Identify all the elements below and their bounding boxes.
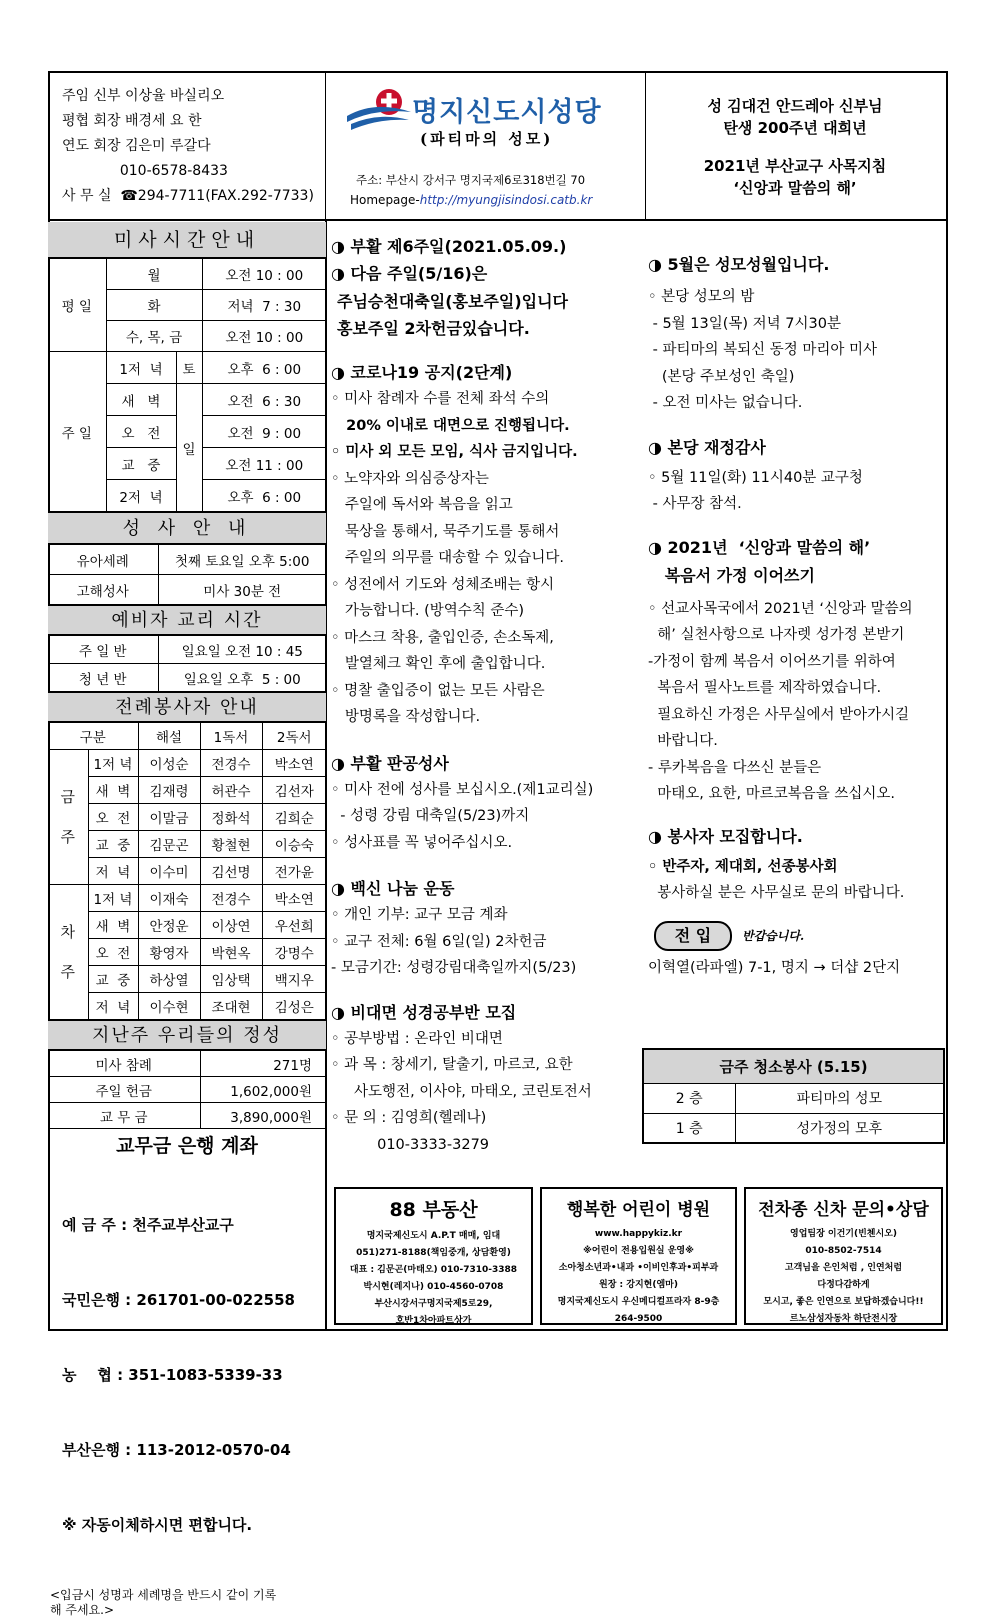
ad-title: 88 부동산 [389, 1199, 478, 1221]
servers-mass: 저 녁 [88, 858, 138, 885]
covid-item: ◦ 마스크 착용, 출입인증, 손소독제, [331, 629, 554, 646]
bible-item: 사도행전, 이사야, 마태오, 코린토전서 [331, 1083, 592, 1100]
gospel-item: ◦ 선교사목국에서 2021년 ‘신앙과 말씀의 [648, 600, 913, 617]
mass-time: 오전 10 : 00 [202, 259, 326, 290]
confession-heading: ◑ 부활 판공성사 [331, 753, 449, 773]
servers-person: 허관수 [200, 777, 262, 804]
covid-list [331, 386, 641, 731]
servers-mass: 새 벽 [88, 912, 138, 939]
gospel-list [648, 596, 944, 808]
catechism-value: 일요일 오후 5 : 00 [158, 664, 326, 692]
mass-day: 월 [106, 259, 202, 290]
cleaning-title: 금주 청소봉사 (5.15) [643, 1049, 944, 1083]
bible-item: ◦ 과 목 : 창세기, 탈출기, 마르코, 요한 [331, 1057, 573, 1073]
staff-list [62, 84, 314, 209]
servers-person: 백지우 [262, 966, 326, 993]
servers-person: 황철현 [200, 831, 262, 858]
servers-person: 박소연 [262, 885, 326, 912]
ad-line: ※어린이 전용입원실 운영※ [583, 1246, 694, 1256]
ad-line: 010-8502-7514 [805, 1246, 882, 1256]
sacrament-table [48, 544, 326, 605]
gospel-heading-2: 복음서 가정 이어쓰기 [648, 565, 815, 585]
servers-mass: 교 중 [88, 831, 138, 858]
servers-mass: 새 벽 [88, 777, 138, 804]
catechism-key: 청 년 반 [48, 664, 158, 692]
servers-person: 우선희 [262, 912, 326, 939]
header-vline-right [645, 71, 646, 221]
servers-person: 김선자 [262, 777, 326, 804]
bank-kb: 국민은행 : 261701-00-022558 [62, 1291, 295, 1309]
bank-lines [48, 1163, 326, 1588]
cleaning-group: 파티마의 성모 [735, 1083, 944, 1113]
servers-mass: 교 중 [88, 966, 138, 993]
servers-col-header: 2독서 [262, 723, 326, 750]
offering-value: 3,890,000원 [200, 1103, 326, 1129]
servers-person: 전가윤 [262, 858, 326, 885]
servers-person: 이수현 [138, 993, 200, 1020]
bank-nh: 농 협 : 351-1083-5339-33 [62, 1366, 283, 1384]
mass-day: 화 [106, 290, 202, 321]
servers-person: 김희순 [262, 804, 326, 831]
mass-time: 오전 11 : 00 [202, 448, 326, 480]
cleaning-floor: 1 층 [643, 1113, 735, 1143]
offering-key: 미사 참례 [48, 1051, 200, 1077]
gospel-item: 복음서 필사노트를 제작하였습니다. [648, 680, 882, 696]
ad-line: www.happykiz.kr [594, 1229, 683, 1239]
bank-note-line2: 해 주세요.> [50, 1603, 115, 1617]
ad-line: 명지국제신도시 우신메디컬프라자 8-9층 [557, 1297, 720, 1307]
may-item: - 오전 미사는 없습니다. [648, 395, 803, 411]
audit-item: ◦ 5월 11일(화) 11시40분 교구청 [648, 469, 863, 486]
servers-person: 강명수 [262, 939, 326, 966]
confession-item: ◦ 성사표를 꼭 넣어주십시오. [331, 834, 513, 851]
mass-title: 미사시간안내 [48, 222, 326, 258]
ad-line: 264-9500 [614, 1314, 663, 1324]
servers-person: 이승숙 [262, 831, 326, 858]
catechism-table [48, 635, 326, 692]
servers-person: 안정운 [138, 912, 200, 939]
bank-auto: ※ 자동이체하시면 편합니다. [62, 1516, 253, 1534]
staff-district: 연도 회장 김은미 루갈다 [62, 138, 211, 154]
offering-value: 1,602,000원 [200, 1077, 326, 1103]
next-sunday-line2: 주님승천대축일(홍보주일)입니다 [337, 292, 569, 311]
sacrament-value: 미사 30분 전 [158, 575, 326, 605]
catechism-key: 주 일 반 [48, 636, 158, 664]
mass-time: 오전 9 : 00 [202, 416, 326, 448]
gospel-heading: ◑ 2021년 ‘신앙과 말씀의 해’ [648, 537, 871, 557]
servers-person: 이재숙 [138, 885, 200, 912]
middle-column [331, 234, 641, 1158]
confession-list [331, 777, 641, 857]
servers-mass: 오 전 [88, 939, 138, 966]
covid-item: 묵상을 통해서, 묵주기도를 통해서 [331, 523, 560, 540]
servers-person: 김문곤 [138, 831, 200, 858]
next-sunday-line3: 홍보주일 2차헌금있습니다. [337, 319, 530, 338]
church-logo-icon [345, 86, 415, 132]
servers-mass: 1저 녁 [88, 750, 138, 777]
mass-day: 2저 녁 [106, 480, 176, 512]
church-name: 명지신도시성당 [412, 97, 602, 128]
cleaning-table [642, 1048, 945, 1144]
ad-title: 전차종 신차 문의•상담 [758, 1200, 929, 1220]
ad-line: 고객님을 은인처럼 , 인연처럼 [784, 1263, 903, 1273]
ad-line: 051)271-8188(책임중개, 상담환영) [356, 1248, 511, 1258]
servers-person: 이상연 [200, 912, 262, 939]
covid-item: ◦ 명찰 출입증이 없는 모든 사람은 [331, 682, 545, 699]
catechism-title: 예비자 교리 시간 [48, 605, 326, 635]
servers-person: 이성순 [138, 750, 200, 777]
bible-item: ◦ 공부방법 : 온라인 비대면 [331, 1030, 503, 1047]
offering-title: 지난주 우리들의 정성 [48, 1020, 326, 1050]
audit-item: - 사무장 참석. [648, 496, 742, 512]
staff-phone: 010-6578-8433 [62, 163, 228, 179]
servers-person: 전경수 [200, 750, 262, 777]
servers-col-header: 1독서 [200, 723, 262, 750]
ad-line: 박시현(레지나) 010-4560-0708 [363, 1282, 504, 1292]
covid-item: 발열체크 확인 후에 출입합니다. [331, 656, 546, 672]
ad-line: 다정다감하게 [817, 1280, 870, 1290]
mass-sunday: 일 [176, 384, 202, 512]
sacrament-value: 첫째 토요일 오후 5:00 [158, 545, 326, 575]
gospel-item: 마태오, 요한, 마르코복음을 쓰십시오. [648, 786, 895, 802]
offering-table [48, 1050, 326, 1129]
may-item: - 파티마의 복되신 동정 마리아 미사 [648, 342, 877, 358]
servers-person: 임상택 [200, 966, 262, 993]
covid-item: ◦ 노약자와 의심증상자는 [331, 470, 489, 487]
confession-item: ◦ 미사 전에 성사를 보십시오.(제1교리실) [331, 781, 594, 798]
offering-value: 271명 [200, 1051, 326, 1077]
header-divider [48, 219, 948, 221]
servers-mass: 저 녁 [88, 993, 138, 1020]
servers-person: 김성은 [262, 993, 326, 1020]
welcome-text: 반갑습니다. [742, 928, 805, 943]
servers-col-header: 해설 [138, 723, 200, 750]
covid-item: ◦ 미사 외 모든 모임, 식사 금지입니다. [331, 444, 578, 460]
header-right [650, 95, 940, 199]
cleaning-floor: 2 층 [643, 1083, 735, 1113]
covid-item: 방명록을 작성합니다. [331, 709, 481, 725]
ad-line: 모시고, 좋은 인연으로 보답하겠습니다!! [763, 1297, 924, 1307]
left-column [48, 222, 326, 1618]
servers-person: 김재령 [138, 777, 200, 804]
servers-person: 박소연 [262, 750, 326, 777]
servers-group-label: 금 주 [48, 750, 88, 885]
mass-day: 수, 목, 금 [106, 321, 202, 352]
volunteer-roles: ◦ 반주자, 제대회, 선종봉사회 [648, 858, 838, 875]
covid-item: 20% 이내로 대면으로 진행됩니다. [331, 417, 570, 434]
servers-person: 김선명 [200, 858, 262, 885]
catechism-value: 일요일 오전 10 : 45 [158, 636, 326, 664]
servers-person: 이수미 [138, 858, 200, 885]
audit-heading: ◑ 본당 재정감사 [648, 437, 766, 457]
may-list [648, 284, 944, 417]
church-subtitle: (파티마의 성모) [420, 130, 554, 148]
volunteer-heading: ◑ 봉사자 모집합니다. [648, 826, 803, 846]
servers-person: 황영자 [138, 939, 200, 966]
servers-title: 전례봉사자 안내 [48, 692, 326, 722]
covid-item: 가능합니다. (방역수칙 준수) [331, 603, 525, 619]
homepage-line [350, 193, 592, 207]
mass-saturday: 토 [176, 352, 202, 384]
ad-car-dealer [744, 1187, 943, 1325]
bank-title: 교무금 은행 계좌 [116, 1135, 258, 1157]
offering-key: 주일 헌금 [48, 1077, 200, 1103]
may-heading: ◑ 5월은 성모성월입니다. [648, 255, 830, 274]
servers-person: 조대현 [200, 993, 262, 1020]
covid-item: ◦ 성전에서 기도와 성체조배는 항시 [331, 576, 555, 593]
ad-line: 르노삼성자동차 하단전시장 [789, 1314, 898, 1324]
church-address: 주소: 부산시 강서구 명지국제6로318번길 70 [356, 173, 586, 187]
bank-note-line1: <입금시 성명과 세례명을 반드시 같이 기록 [50, 1588, 277, 1602]
next-sunday-heading: ◑ 다음 주일(5/16)은 [331, 264, 488, 283]
bank-holder: 예 금 주 : 천주교부산교구 [62, 1216, 234, 1234]
anniversary-line2: 탄생 200주년 대희년 [723, 119, 867, 137]
ad-line: 원장 : 강지현(엠마) [599, 1280, 678, 1290]
homepage-link[interactable]: http://myungjisindosi.catb.kr [419, 193, 593, 207]
servers-person: 박현옥 [200, 939, 262, 966]
servers-col-header: 구분 [48, 723, 138, 750]
transfer-info: 이혁열(라파엘) 7-1, 명지 → 더샵 2단지 [648, 959, 901, 976]
servers-group-label: 차 주 [48, 885, 88, 1020]
gospel-item: - 루카복음을 다쓰신 분들은 [648, 759, 822, 776]
gospel-item: 바랍니다. [648, 733, 718, 749]
ad-line: 대표 : 김문곤(마태오) 010-7310-3388 [349, 1265, 518, 1275]
may-item: ◦ 본당 성모의 밤 [648, 289, 755, 305]
weekday-label: 평 일 [48, 259, 106, 352]
sacrament-title: 성 사 안 내 [48, 512, 326, 544]
covid-item: 주일에 독서와 복음을 읽고 [331, 497, 513, 513]
church-logo [345, 86, 415, 136]
mass-day: 교 중 [106, 448, 176, 480]
mass-time: 저녁 7 : 30 [202, 290, 326, 321]
sunday-heading: ◑ 부활 제6주일(2021.05.09.) [331, 237, 567, 256]
mass-table [48, 258, 326, 512]
mass-day: 새 벽 [106, 384, 176, 416]
mass-day: 1저 녁 [106, 352, 176, 384]
servers-table [48, 722, 326, 1020]
transfer-row [648, 921, 944, 951]
bank-note [48, 1588, 326, 1618]
ad-line: 소아청소년과•내과 •이비인후과•피부과 [558, 1263, 719, 1273]
ad-line: 명지국제신도시 A.P.T 매매, 임대 [366, 1231, 501, 1241]
transfer-badge: 전 입 [654, 921, 732, 951]
sunday-label: 주 일 [48, 352, 106, 512]
gospel-item: 필요하신 가정은 사무실에서 받아가시길 [648, 706, 910, 723]
ad-line: 영업팀장 이건기(빈첸시오) [790, 1229, 897, 1239]
may-item: - 5월 13일(목) 저녁 7시30분 [648, 315, 841, 332]
covid-item: ◦ 미사 참례자 수를 전체 좌석 수의 [331, 391, 550, 407]
ad-line: 호반1차아파트상가 [395, 1316, 472, 1326]
servers-person: 하상열 [138, 966, 200, 993]
bible-heading: ◑ 비대면 성경공부반 모집 [331, 1002, 517, 1022]
guideline-line1: 2021년 부산교구 사목지침 [703, 157, 887, 175]
vaccine-item: ◦ 개인 기부: 교구 모금 계좌 [331, 907, 508, 923]
ad-line: 부산시강서구명지국제5로29, [374, 1299, 493, 1309]
confession-item: - 성령 강림 대축일(5/23)까지 [331, 808, 530, 824]
mass-time: 오전 6 : 30 [202, 384, 326, 416]
bible-item: 010-3333-3279 [331, 1136, 490, 1153]
ad-title: 행복한 어린이 병원 [566, 1200, 711, 1220]
homepage-label: Homepage- [350, 193, 420, 207]
offering-key: 교 무 금 [48, 1103, 200, 1129]
mass-time: 오후 6 : 00 [202, 480, 326, 512]
covid-item: 주일의 의무를 대송할 수 있습니다. [331, 550, 564, 566]
right-column [648, 252, 944, 981]
sacrament-key: 유아세례 [48, 545, 158, 575]
servers-mass: 오 전 [88, 804, 138, 831]
staff-office: 사 무 실 ☎294-7711(FAX.292-7733) [62, 188, 314, 204]
may-item: (본당 주보성인 축일) [648, 368, 795, 385]
bible-list [331, 1026, 641, 1159]
mass-day: 오 전 [106, 416, 176, 448]
anniversary-line1: 성 김대건 안드레아 신부님 [707, 97, 883, 115]
vaccine-item: ◦ 교구 전체: 6월 6일(일) 2차헌금 [331, 933, 547, 950]
cleaning-group: 성가정의 모후 [735, 1113, 944, 1143]
volunteer-contact: 봉사하실 분은 사무실로 문의 바랍니다. [648, 885, 905, 901]
ad-real-estate [334, 1187, 533, 1325]
servers-mass: 1저 녁 [88, 885, 138, 912]
ad-hospital [540, 1187, 737, 1325]
sacrament-key: 고해성사 [48, 575, 158, 605]
vaccine-heading: ◑ 백신 나눔 운동 [331, 879, 455, 898]
bible-item: ◦ 문 의 : 김영희(헬레나) [331, 1110, 487, 1126]
servers-person: 이말금 [138, 804, 200, 831]
gospel-item: -가정이 함께 복음서 이어쓰기를 위하여 [648, 653, 896, 670]
bank-busan: 부산은행 : 113-2012-0570-04 [62, 1441, 291, 1459]
covid-heading: ◑ 코로나19 공지(2단계) [331, 363, 513, 382]
servers-person: 정화석 [200, 804, 262, 831]
mass-time: 오후 6 : 00 [202, 352, 326, 384]
gospel-item: 해’ 실천사항으로 나자렛 성가정 본받기 [648, 627, 905, 643]
audit-list [648, 465, 944, 518]
header-vline-left [325, 71, 326, 221]
servers-person: 전경수 [200, 885, 262, 912]
guideline-line2: ‘신앙과 말씀의 해’ [733, 179, 857, 197]
staff-priest: 주임 신부 이상율 바실리오 [62, 88, 225, 104]
vaccine-item: - 모금기간: 성령강림대축일까지(5/23) [331, 960, 577, 976]
vaccine-list [331, 902, 641, 982]
staff-council: 평협 회장 배경세 요 한 [62, 113, 202, 129]
mass-time: 오전 10 : 00 [202, 321, 326, 352]
